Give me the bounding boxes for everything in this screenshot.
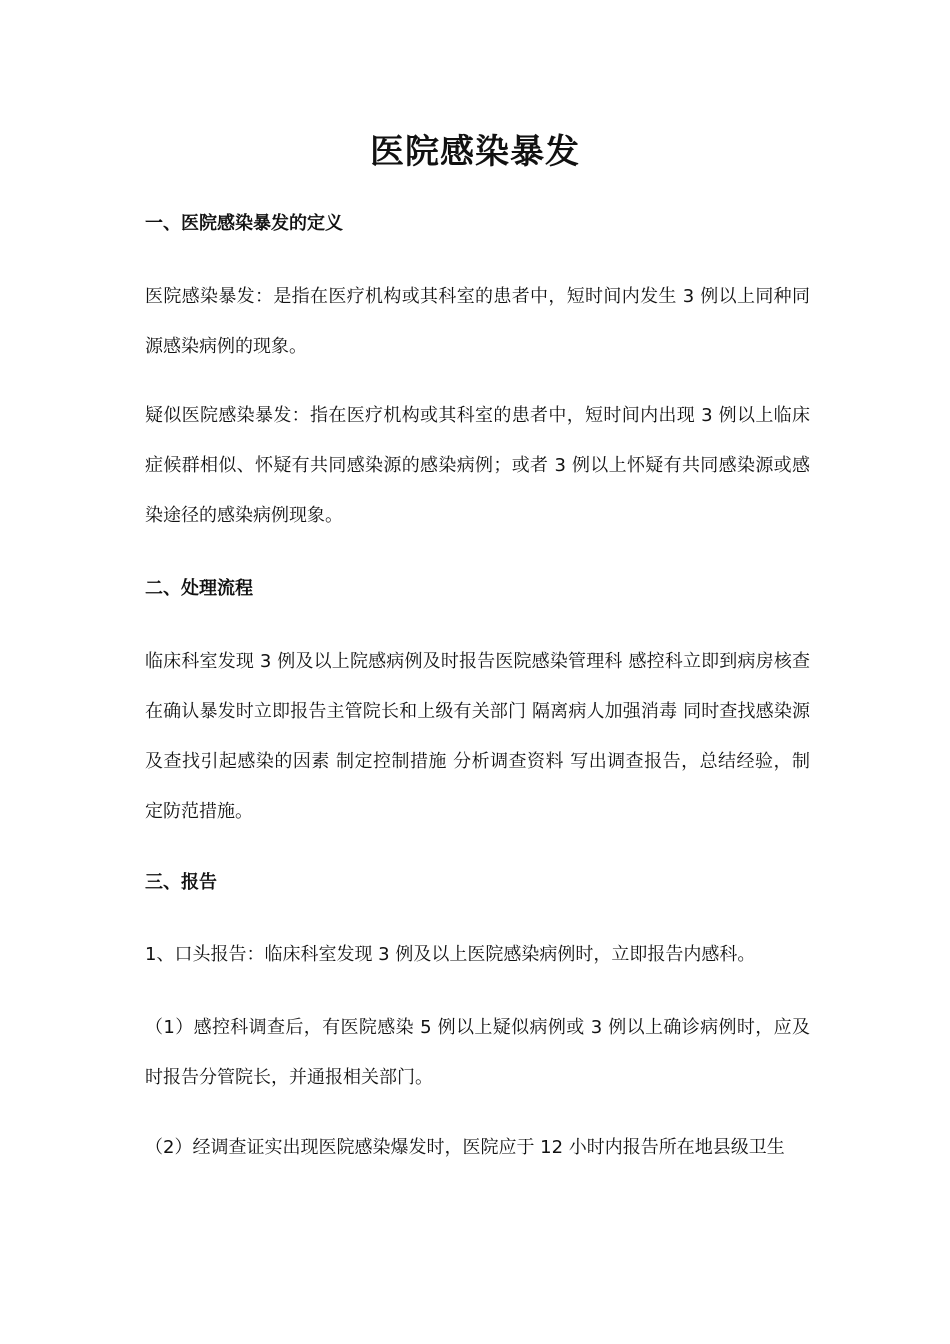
paragraph-report-item-2: （2）经调查证实出现医院感染爆发时，医院应于 12 小时内报告所在地县级卫生 <box>145 1137 785 1158</box>
paragraph-report-item-1: （1）感控科调查后，有医院感染 5 例以上疑似病例或 3 例以上确诊病例时，应及时报告分管院长，并通报相关部门。 <box>145 1017 810 1088</box>
paragraph-process-flow: 临床科室发现 3 例及以上院感病例及时报告医院感染管理科 感控科立即到病房核查 在确认暴发时立即报告主管院长和上级有关部门 隔离病人加强消毒 同时查找感染源及查找引起感染的因素 制定控制措施 分析调查资料 写出调查报告，总结经验，制定防范措施。 <box>145 651 810 822</box>
paragraph-outbreak-definition: 医院感染暴发：是指在医疗机构或其科室的患者中，短时间内发生 3 例以上同种同源感染病例的现象。 <box>145 286 810 357</box>
document-title: 医院感染暴发 <box>370 132 580 172</box>
paragraph-suspected-outbreak-definition: 疑似医院感染暴发：指在医疗机构或其科室的患者中，短时间内出现 3 例以上临床症候群相似、怀疑有共同感染源的感染病例；或者 3 例以上怀疑有共同感染源或感染途径的感染病例现象。 <box>145 405 810 526</box>
section-heading-process: 二、处理流程 <box>145 578 253 599</box>
section-heading-report: 三、报告 <box>145 872 217 893</box>
paragraph-oral-report: 1、口头报告：临床科室发现 3 例及以上医院感染病例时，立即报告内感科。 <box>145 944 756 965</box>
section-heading-definition: 一、医院感染暴发的定义 <box>145 213 343 234</box>
